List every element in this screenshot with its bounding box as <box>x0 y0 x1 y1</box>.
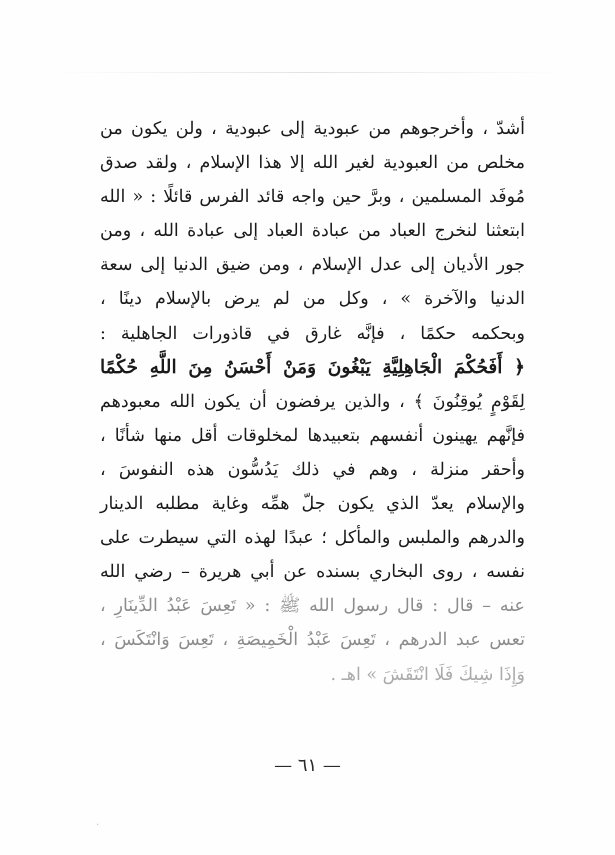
text-line-4: ابتعثنا لنخرج العباد من عبادة العباد إلى عبادة الله ، ومن <box>100 221 525 242</box>
text-line-6: الدنيا والآخرة » ، وكل من لم يرض بالإسلام دينًا ، <box>100 289 525 310</box>
text-line-13: والدرهم والملبس والمأكل ؛ عبدًا لهذه التي سيطرت على <box>100 528 525 549</box>
hadith-line-1: عنه – قال : قال رسول الله ﷺ : « تَعِسَ عَبْدُ الدِّينَارِ ، <box>100 596 525 617</box>
page-number: — ٦١ — <box>274 755 341 776</box>
text-line-7: وبحكمه حكمًا ، فإنَّه غارق في قاذورات الجاهلية : <box>100 323 525 344</box>
text-line-5: جور الأديان إلى عدل الإسلام ، ومن ضيق الدنيا إلى سعة <box>100 255 525 276</box>
quran-verse-line-1: ﴿ أَفَحُكْمَ الْجَاهِلِيَّةِ يَبْغُونَ وَمَنْ أَحْسَنُ مِنَ اللَّهِ حُكْمًا <box>100 356 525 378</box>
hadith-line-3: وَإِذَا شِيكَ فَلَا انْتَقَشَ » اهـ . <box>330 664 525 685</box>
scan-speck: · <box>96 820 100 831</box>
text-line-1: أشدّ ، وأخرجوهم من عبودية إلى عبودية ، ولن يكون من <box>100 119 525 139</box>
text-line-3: مُوفَد المسلمين ، وبرَّ حين واجه قائد الفرس قائلًا : « الله <box>100 187 525 208</box>
quran-verse-line-2: لِقَوْمٍ يُوقِنُونَ ﴾ ، والذين يرفضون أن يكون الله معبودهم <box>100 391 525 412</box>
text-line-2: مخلص من العبودية لغير الله إلا هذا الإسلام ، ولقد صدق <box>100 153 525 174</box>
hadith-line-2: تعس عبد الدرهم ، تَعِسَ عَبْدُ الْخَمِيصَةِ ، تَعِسَ وَانْتَكَسَ ، <box>100 630 525 651</box>
text-line-12: والإسلام يعدّ الذي يكون جلّ همِّه وغاية مطلبه الدينار <box>100 494 525 515</box>
text-line-11: وأحقر منزلة ، وهم في ذلك يَدُسُّون هذه النفوسَ ، <box>100 459 525 480</box>
body-text <box>100 112 525 692</box>
scan-edge-line <box>55 72 565 73</box>
text-line-14: نفسه ، روى البخاري بسنده عن أبي هريرة – رضي الله <box>100 562 525 583</box>
text-line-10: فإنَّهم يهينون أنفسهم بتعبيدها لمخلوقات أقل منها شأنًا ، <box>100 425 525 446</box>
